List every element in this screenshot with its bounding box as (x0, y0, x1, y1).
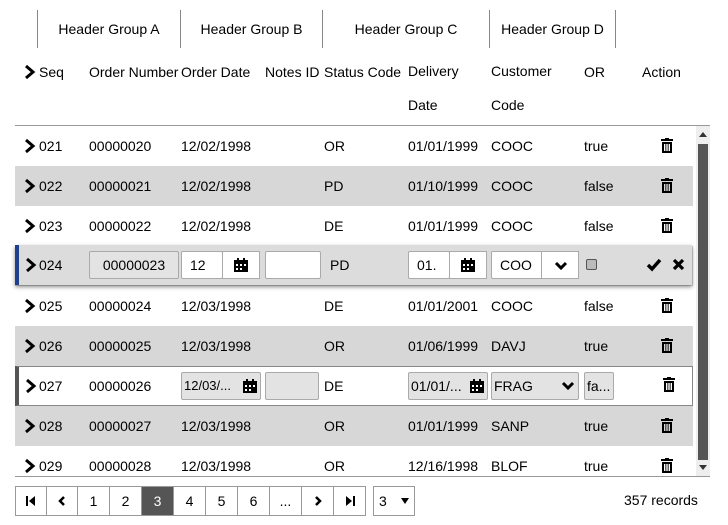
page-6[interactable]: 6 (237, 486, 270, 516)
notes-id-input[interactable] (265, 251, 321, 279)
cell-customer-code: BLOF (491, 458, 528, 474)
delivery-date-input[interactable]: 01. (408, 251, 450, 279)
cell-order-date: 12/03/1998 (181, 458, 252, 474)
delivery-date-calendar-button[interactable] (449, 251, 487, 279)
order-date-input[interactable]: 12/03/... (181, 372, 261, 400)
cell-customer-code: COOC (491, 138, 533, 154)
row-expand-icon[interactable] (24, 406, 36, 446)
page-size-value: 3 (379, 493, 387, 509)
trash-icon[interactable] (660, 458, 674, 474)
header-group-d: Header Group D (489, 10, 616, 48)
or-checkbox[interactable] (586, 259, 597, 270)
last-page-icon (345, 496, 355, 506)
order-date-calendar-button[interactable] (222, 251, 260, 279)
order-number-field[interactable]: 00000023 (89, 251, 179, 279)
cell-seq: 028 (39, 418, 63, 434)
cell-customer-code: COOC (491, 178, 533, 194)
cell-order-date: 12/03/1998 (181, 418, 252, 434)
row-expand-icon[interactable] (24, 166, 36, 206)
page-4[interactable]: 4 (173, 486, 206, 516)
col-order-number[interactable]: Order Number (89, 64, 179, 80)
cell-or: true (584, 418, 609, 434)
vertical-scrollbar[interactable] (696, 126, 710, 476)
cell-order-number: 00000024 (89, 298, 152, 314)
cell-delivery-date: 01/06/1999 (408, 338, 479, 354)
cell-status-code: DE (324, 378, 344, 394)
cell-order-number: 00000025 (89, 338, 152, 354)
page-size-select[interactable] (373, 486, 415, 516)
cell-status-code: OR (324, 418, 345, 434)
trash-icon[interactable] (660, 418, 674, 434)
col-customer-line1: Customer (491, 63, 552, 79)
cell-status-code: DE (324, 298, 344, 314)
chevron-down-icon[interactable] (561, 381, 575, 391)
table-row[interactable] (15, 446, 693, 477)
page-5[interactable]: 5 (205, 486, 238, 516)
cell-status-code: DE (324, 218, 344, 234)
cell-order-date: 12/03/1998 (181, 298, 252, 314)
cell-or: false (584, 218, 614, 234)
row-expand-icon[interactable] (24, 126, 36, 166)
expand-all-chevron-icon[interactable] (24, 64, 36, 80)
cell-status-code: OR (324, 338, 345, 354)
dropdown-caret-icon (401, 498, 409, 504)
next-page-icon (313, 496, 323, 506)
cell-seq: 025 (39, 298, 63, 314)
col-delivery-date[interactable] (408, 64, 459, 112)
table-row[interactable] (15, 286, 693, 326)
cell-status-code: PD (324, 178, 344, 194)
cell-order-number: 00000020 (89, 138, 152, 154)
col-seq[interactable]: Seq (39, 64, 64, 80)
customer-dropdown-button[interactable] (541, 251, 579, 279)
last-page-button[interactable] (333, 486, 366, 516)
cell-seq: 021 (39, 138, 63, 154)
check-icon[interactable] (646, 258, 662, 272)
cell-order-number: 00000022 (89, 218, 152, 234)
next-page-button[interactable] (301, 486, 334, 516)
chevron-down-icon (554, 261, 568, 271)
table-row[interactable] (15, 326, 693, 366)
table-row-editing[interactable] (15, 245, 692, 285)
cell-or: true (584, 138, 609, 154)
cell-order-date: 12/03/1998 (181, 338, 252, 354)
calendar-icon (461, 258, 475, 272)
col-delivery-line1: Delivery (408, 63, 459, 79)
delivery-date-input[interactable]: 01/01/... (408, 372, 488, 400)
prev-page-icon (57, 496, 67, 506)
first-page-button[interactable] (15, 486, 47, 516)
cell-or: true (584, 338, 609, 354)
page-ellipsis[interactable]: ... (269, 486, 302, 516)
cell-order-number: 00000021 (89, 178, 152, 194)
first-page-icon (26, 496, 36, 506)
cell-delivery-date: 01/10/1999 (408, 178, 479, 194)
cell-delivery-date: 01/01/2001 (408, 298, 479, 314)
cell-order-date: 12/02/1998 (181, 218, 252, 234)
calendar-icon[interactable] (470, 379, 484, 393)
cell-status-code: OR (324, 138, 345, 154)
page-3-current[interactable]: 3 (141, 486, 174, 516)
header-group-a: Header Group A (37, 10, 181, 48)
trash-icon[interactable] (660, 338, 674, 354)
table-row[interactable] (15, 166, 693, 206)
prev-page-button[interactable] (46, 486, 78, 516)
or-input[interactable]: fa... (584, 372, 614, 400)
calendar-icon[interactable] (243, 379, 257, 393)
cell-status-code: OR (324, 458, 345, 474)
col-or[interactable]: OR (584, 64, 605, 80)
trash-icon[interactable] (660, 218, 674, 234)
customer-code-input[interactable]: COO (491, 251, 543, 279)
cell-customer-code: DAVJ (491, 338, 526, 354)
cell-seq: 022 (39, 178, 63, 194)
calendar-icon (234, 258, 248, 272)
order-date-input[interactable]: 12 (181, 251, 223, 279)
table-row-inline-edit[interactable] (15, 366, 693, 406)
notes-id-input[interactable] (265, 372, 319, 400)
cell-seq: 024 (39, 257, 63, 273)
cell-delivery-date: 01/01/1999 (408, 218, 479, 234)
cell-seq: 029 (39, 458, 63, 474)
table-row[interactable] (15, 126, 693, 166)
row-expand-icon[interactable] (24, 446, 36, 477)
cell-order-date: 12/02/1998 (181, 138, 252, 154)
cell-or: false (584, 298, 614, 314)
col-order-date[interactable]: Order Date (181, 64, 251, 80)
col-customer-line2: Code (491, 97, 525, 113)
customer-code-select[interactable]: FRAG (491, 372, 579, 400)
scroll-down-icon[interactable] (698, 464, 708, 472)
col-delivery-line2: Date (408, 97, 438, 113)
cell-order-number: 00000027 (89, 418, 152, 434)
row-expand-icon[interactable] (25, 257, 37, 273)
cell-order-number: 00000026 (89, 378, 152, 394)
cell-order-date: 12/02/1998 (181, 178, 252, 194)
scrollbar-thumb[interactable] (698, 144, 708, 460)
cell-order-number: 00000028 (89, 458, 152, 474)
close-icon[interactable] (672, 258, 685, 271)
header-group-c: Header Group C (322, 10, 490, 48)
row-expand-icon[interactable] (25, 378, 37, 394)
row-expand-icon[interactable] (24, 286, 36, 326)
cell-customer-code: COOC (491, 218, 533, 234)
table-row[interactable] (15, 206, 693, 246)
table-row[interactable] (15, 406, 693, 446)
col-status-code[interactable]: Status Code (324, 64, 402, 80)
cell-status-code: PD (330, 257, 350, 273)
col-notes-id[interactable]: Notes ID (265, 64, 320, 80)
trash-icon[interactable] (662, 377, 676, 393)
cell-customer-code: SANP (491, 418, 530, 434)
cell-seq: 023 (39, 218, 63, 234)
trash-icon[interactable] (660, 178, 674, 194)
cell-delivery-date: 01/01/1999 (408, 418, 479, 434)
row-expand-icon[interactable] (24, 326, 36, 366)
record-count: 357 records (624, 492, 698, 508)
cell-or: true (584, 458, 609, 474)
col-action: Action (642, 64, 681, 80)
cell-or: false (584, 178, 614, 194)
cell-delivery-date: 01/01/1999 (408, 138, 479, 154)
cell-seq: 027 (39, 378, 63, 394)
trash-icon[interactable] (660, 138, 674, 154)
page-1[interactable]: 1 (77, 486, 110, 516)
grid-body[interactable] (15, 125, 710, 477)
row-expand-icon[interactable] (24, 206, 36, 246)
trash-icon[interactable] (660, 298, 674, 314)
cell-delivery-date: 12/16/1998 (408, 458, 479, 474)
scroll-up-icon[interactable] (698, 130, 708, 138)
cell-customer-code: COOC (491, 298, 533, 314)
cell-seq: 026 (39, 338, 63, 354)
page-2[interactable]: 2 (109, 486, 142, 516)
col-customer-code[interactable] (491, 64, 552, 112)
header-group-b: Header Group B (180, 10, 323, 48)
